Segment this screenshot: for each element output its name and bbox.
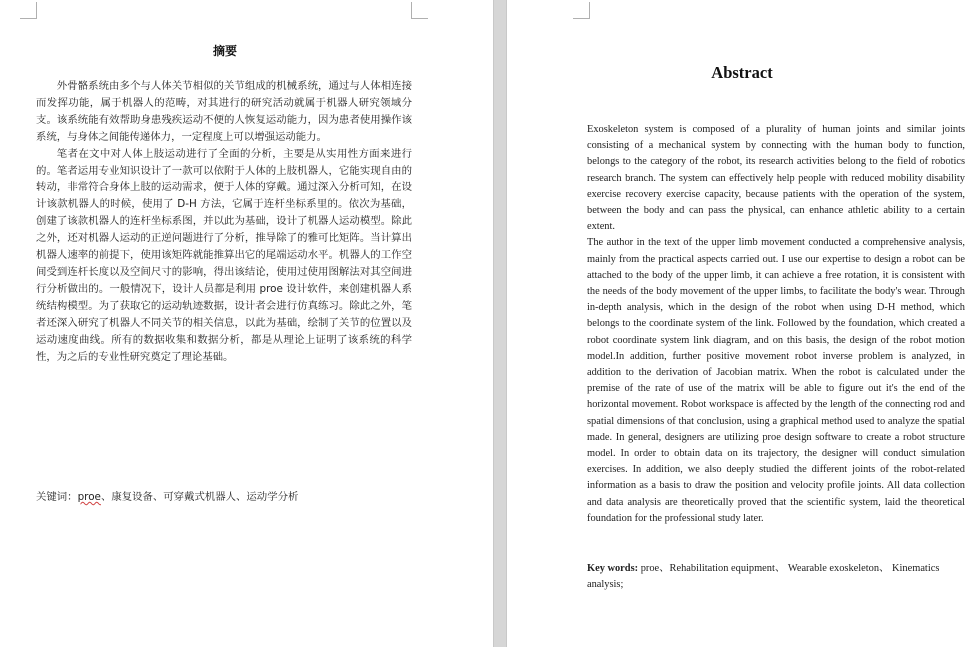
page-gutter (493, 0, 507, 647)
keywords-line (36, 488, 436, 503)
keywords-line (587, 561, 965, 593)
page-english-abstract (507, 0, 977, 647)
keywords-list: proe、Rehabilitation equipment、 Wearable exoskeleton、 Kinematics analysis; (587, 563, 940, 591)
page-corner-mark (411, 2, 428, 19)
page-title: Abstract (711, 63, 773, 82)
abstract-paragraph: Exoskeleton system is composed of a plurality of human joints and similar joints consisting of a mechanical system by connecting with the human body to function, belongs to the category of the robot, its research activities belong to the field of robotics research branch. The system can effectively help people with reduced mobility disability exercise recovery exercise capacity, because patients with the operation of the system, between the body and can pass the physical, can enhance athletic ability to a certain extent. (587, 124, 965, 233)
page-corner-mark (573, 2, 590, 19)
keywords-label: 关键词： (36, 491, 78, 503)
keywords-list: 、康复设备、可穿戴式机器人、运动学分析 (100, 491, 299, 503)
abstract-body (587, 122, 965, 527)
abstract-body (36, 78, 412, 365)
keyword-proe: proe (77, 491, 101, 503)
keywords-label: Key words: (587, 563, 639, 574)
abstract-paragraph: 笔者在文中对人体上肢运动进行了全面的分析，主要是从实用性方面来进行的。笔者运用专业知识设计了一款可以依附于人体的上肢机器人，它能实现自由的转动，非常符合身体上肢的运动需求，便于人体的穿戴。通过深入分析可知，在设计该款机器人的时候，使用了 D-H 方法，它属于连杆坐标系里的。依次为基础，创建了该款机器人的连杆坐标系图，并以此为基础，设计了机器人运动模型。除此之外，还对机器人运动的正逆问题进行了分析，推导除了的雅可比矩阵。当计算出机器人速率的前提下，使用该矩阵就能推算出它的尾端运动水平。机器人的工作空间受到连杆长度以及空间尺寸的影响，得出该结论，使用过使用图解法对其空间进行分析做出的。一般情况下，设计人员都是利用 proe 设计软件，来创建机器人系统结构模型。为了获取它的运动轨迹数据，设计者会进行仿真练习。除此之外，笔者还深入研究了机器人不同关节的相关信息，以此为基础，绘制了关节的位置以及运动速度曲线。所有的数据收集和数据分析，都是从理论上证明了该系统的科学性，为之后的专业性研究奠定了理论基础。 (36, 147, 412, 363)
abstract-paragraph: 外骨骼系统由多个与人体关节相似的关节组成的机械系统，通过与人体相连接而发挥功能，属于机器人的范畴，对其进行的研究活动就属于机器人研究领域分支。该系统能有效帮助身患残疾运动不便的人恢复运动能力，因为患者使用操作该系统，与身体之间能传递体力，一定程度上可以增强运动能力。 (36, 80, 412, 143)
page-corner-mark (20, 2, 37, 19)
page-title: 摘要 (212, 44, 237, 58)
abstract-paragraph: The author in the text of the upper limb movement conducted a comprehensive analysis, mainly from the practical aspects carried out. I use our expertise to design a robot can be attached to the body of the upper limb, it can achieve a free rotation, it is consistent with the needs of the body movement of the upper limbs, to facilitate the body's wear. Through in-depth analysis, which in the design of the robot when using D-H method, which belongs to the coordinate system of the link. Followed by the foundation, which created a robot coordinate system link diagram, and on this basis, the design of the robot motion model.In addition, further positive movement robot inverse problem is analyzed, in addition to the derivation of Jacobian matrix. When the robot is calculated under the premise of the rate of use of the matrix will be able to figure out it's the end of the horizontal movement. Robot workspace is affected by the length of the connecting rod and spatial dimensions of that conclusion, using a graphical method used to analyze the spatial made. In general, designers are utilizing proe design software to create a robot structure model. In order to obtain data on its trajectory, the designer will conduct simulation exercises. In addition, we also deeply studied the different joints of the robot-related information as a basis to draw the position and velocity profile joints. All data collection and data analysis are theoretically proved that the scientific system, laid the theoretical foundation for the professional study later. (587, 237, 965, 524)
